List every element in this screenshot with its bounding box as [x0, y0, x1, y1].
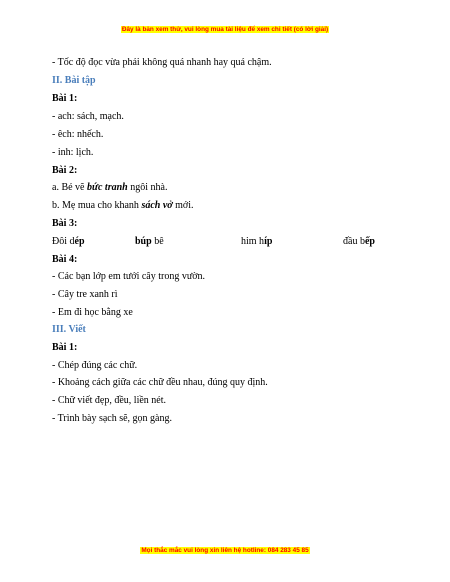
- word-item: [241, 236, 272, 248]
- exercise-3-title: Bài 3:: [52, 218, 78, 229]
- word-item: [343, 236, 375, 248]
- writing-criterion: - Trình bày sạch sẽ, gọn gàng.: [52, 413, 172, 424]
- answer-emphasis: sách vở: [141, 200, 173, 211]
- word-part-bold: ếp: [364, 236, 375, 247]
- writing-criterion: - Khoảng cách giữa các chữ đều nhau, đúng quy định.: [52, 377, 268, 388]
- writing-criterion: - Chép đúng các chữ.: [52, 360, 138, 371]
- word-item: [135, 236, 164, 248]
- exercise-1-title: Bài 1:: [52, 93, 78, 104]
- exercise-1-item: - inh: lịch.: [52, 147, 94, 158]
- hotline-banner: [0, 547, 450, 554]
- word-part: đầu b: [343, 236, 365, 247]
- word-part-bold: ép: [74, 236, 85, 247]
- exercise-4-item: - Em đi học bằng xe: [52, 307, 133, 318]
- intro-line: - Tốc độ đọc vừa phải không quá nhanh hay quá chậm.: [52, 57, 272, 68]
- section-heading-bai-tap: II. Bài tập: [52, 75, 96, 86]
- exercise-4-item: - Các bạn lớp em tưới cây trong vườn.: [52, 271, 206, 282]
- preview-notice-banner: [0, 26, 450, 33]
- word-part: Đôi d: [52, 236, 75, 247]
- sentence-text: b. Mẹ mua cho khanh: [52, 200, 142, 211]
- word-part: him h: [241, 236, 265, 247]
- answer-emphasis: bức tranh: [87, 182, 128, 193]
- section-heading-viet: III. Viết: [52, 324, 86, 335]
- sentence-text: mới.: [172, 200, 194, 211]
- exercise-4-title: Bài 4:: [52, 254, 78, 265]
- exercise-2-sentence-a: [52, 182, 167, 194]
- exercise-2-title: Bài 2:: [52, 165, 78, 176]
- writing-exercise-1-title: Bài 1:: [52, 342, 78, 353]
- word-part-bold: íp: [264, 236, 273, 247]
- preview-notice-text: Đây là bản xem thử, vui lòng mua tài liệu để xem chi tiết (có lời giải): [121, 26, 329, 33]
- exercise-1-item: - êch: nhếch.: [52, 129, 104, 140]
- sentence-text: a. Bé vẽ: [52, 182, 87, 193]
- word-part: bê: [151, 236, 164, 247]
- word-part-bold: búp: [135, 236, 152, 247]
- exercise-4-item: - Cây tre xanh rì: [52, 289, 118, 300]
- word-item: [52, 236, 85, 248]
- exercise-1-item: - ach: sách, mạch.: [52, 111, 124, 122]
- sentence-text: ngôi nhà.: [127, 182, 168, 193]
- exercise-2-sentence-b: [52, 200, 194, 212]
- hotline-text: Mọi thắc mắc vui lòng xin liên hệ hotline: 084 283 45 85: [141, 547, 309, 554]
- writing-criterion: - Chữ viết đẹp, đều, liền nét.: [52, 395, 167, 406]
